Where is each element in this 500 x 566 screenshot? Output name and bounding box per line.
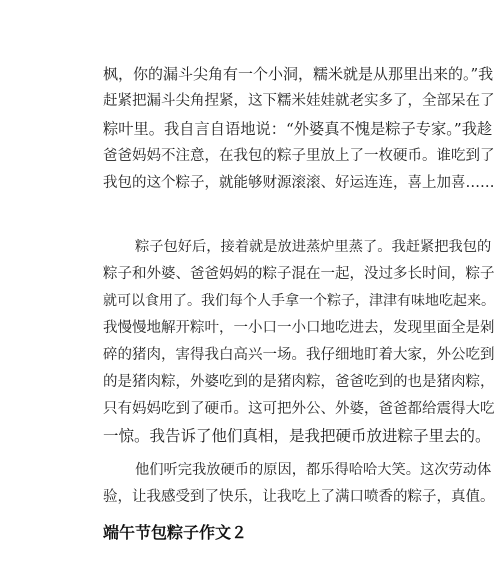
text-line: 碎的猪肉，害得我白高兴一场。我仔细地盯着大家，外公吃到 [103,347,495,363]
text-line: 枫，你的漏斗尖角有一个小洞，糯米就是从那里出来的。”我 [103,65,494,83]
text-line: 我包的这个粽子，就能够财源滚滚、好运连连，喜上加喜…… [103,175,495,191]
text-line: 一惊。我告诉了他们真相，是我把硬币放进粽子里去的。 [103,427,491,445]
text-line: 他们听完我放硬币的原因，都乐得哈哈大笑。这次劳动体 [135,462,492,478]
text-line: 验，让我感受到了快乐，让我吃上了满口喷香的粽子，真值。 [103,489,495,505]
text-line: 的是猪肉粽，外婆吃到的是猪肉粽，爸爸吃到的也是猪肉粽， [103,374,495,390]
text-line: 我慢慢地解开粽叶，一小口一小口地吃进去，发现里面全是剁 [103,320,495,336]
text-line: 粽子包好后，接着就是放进蒸炉里蒸了。我赶紧把我包的 [135,239,492,255]
text-line: 赶紧把漏斗尖角捏紧，这下糯米娃娃就老实多了，全部呆在了 [103,93,495,109]
section-title: 端午节包粽子作文２ [103,523,248,542]
text-line: 粽叶里。我自言自语地说：“外婆真不愧是粽子专家。”我趁 [103,120,493,138]
text-line: 只有妈妈吃到了硬币。这可把外公、外婆，爸爸都给震得大吃 [103,401,495,417]
text-line: 爸爸妈妈不注意，在我包的粽子里放上了一枚硬币。谁吃到了 [103,148,495,164]
text-line: 粽子和外婆、爸爸妈妈的粽子混在一起，没过多长时间，粽子 [103,266,495,282]
text-line: 就可以食用了。我们每个人手拿一个粽子，津津有味地吃起来。 [103,293,495,309]
